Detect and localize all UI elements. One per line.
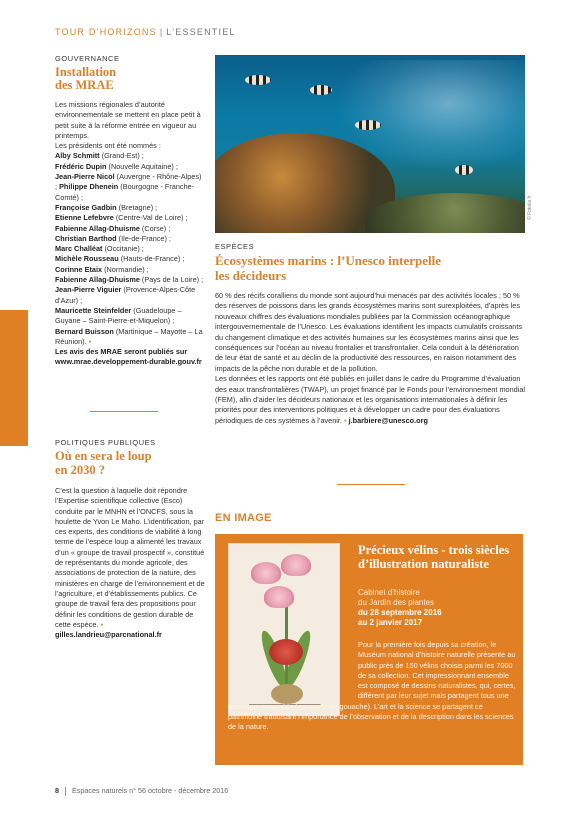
mrae-kicker: GOUVERNANCE (55, 54, 120, 63)
mrae-title (55, 66, 205, 92)
loup-body-text: C’est la question à laquelle doit répondre l’Expertise scientifique collective (Esco) conduite par le MNHN et l’ONCFS, sous la houlette de Yvon Le Maho. L’identification, par ces experts, des conditions de viabilité à long terme de l’espèce loup a alimenté les travaux d’un « groupe de travail prospectif », constitué de représentants du monde agricole, des associations de protection de la nature, des ministères en charge de l’environnement et de l’agriculture, et d’établissements publics. Ce groupe de travail fera des propositions pour définir les conditions de gestion durable de cette espèce. (55, 486, 205, 629)
venue-line2: du Jardin des plantes (358, 598, 435, 607)
section-name: TOUR D’HORIZONS (55, 27, 157, 37)
president-region: (Nouvelle Aquitaine) ; (108, 161, 178, 171)
eco-para2-text: Les données et les rapports ont été publiés en juillet dans le cadre du Programme d’évaluation des eaux transfrontalières (TWAP), un projet financé par le Fonds pour l’environnement mondial (FEM), afin d’aider les décideurs nationaux et les organisations internationales à définir les priorités pour des interventions politiques et à développer un cadre pour des évaluations périodiques de ces systèmes à l’avenir. (215, 374, 526, 425)
footer-bar (65, 787, 66, 796)
eco-title-line2: les décideurs (215, 268, 287, 283)
article-mrae (55, 54, 205, 368)
date-line1: du 28 septembre 2016 (358, 608, 442, 617)
president-region: (Pays de la Loire) ; (141, 275, 204, 285)
president-name: Fabienne Allag-Dhuisme (55, 223, 140, 233)
president-region: (Martinique – Mayotte – La Réunion). (55, 326, 203, 346)
mrae-intro: Les missions régionales d’autorité environnementale se mettent en place petit à petit suite à la réforme entrée en vigueur au printemps. (55, 100, 201, 140)
article-ecosystemes (215, 242, 525, 426)
fish-icon (355, 120, 381, 130)
divider-left (90, 411, 158, 412)
venue-line1: Cabinet d’histoire (358, 588, 420, 597)
president-name: Marc Challéat (55, 244, 103, 254)
president-name: Françoise Gadbin (55, 202, 117, 212)
president-name: Philippe Dhenein (59, 182, 119, 192)
eco-para2 (215, 374, 525, 426)
president-region: (Occitanie) ; (104, 244, 144, 254)
president-region: (Auvergne - Rhône-Alpes) ; (55, 172, 202, 192)
mrae-presidents-intro: Les présidents ont été nommés : (55, 141, 161, 151)
loup-title-line1: Où en sera le loup (55, 449, 152, 463)
divider-right (337, 484, 405, 485)
president-region: (Provence-Alpes-Côte d’Azur) ; (55, 285, 196, 305)
issue-info: Espaces naturels n° 56 octobre - décembre 2016 (72, 786, 229, 795)
president-region: (Guadeloupe – Guyane – Saint-Pierre-et-Miquelon) ; (55, 305, 182, 326)
mrae-title-line1: Installation (55, 65, 117, 79)
president-name: Jean-Pierre Viguier (55, 285, 122, 295)
eco-title (215, 253, 525, 283)
mrae-closing-link[interactable]: Les avis des MRAE seront publiés sur www.mrae.developpement-durable.gouv.fr (55, 347, 202, 367)
president-name: Corinne Etaix (55, 264, 103, 274)
president-region: (Ile-de-France) ; (118, 233, 171, 243)
mrae-names-list (55, 151, 205, 367)
president-name: Alby Schmitt (55, 151, 100, 161)
president-name: Frédéric Dupin (55, 161, 107, 171)
fish-icon (455, 165, 473, 175)
president-name: Christian Barthod (55, 233, 117, 243)
pink-flower-shape (251, 562, 281, 584)
president-name: Etienne Lefebvre (55, 213, 114, 223)
pink-flower-shape (281, 554, 311, 576)
president-region: (Bretagne) ; (118, 202, 158, 212)
loup-title (55, 449, 205, 477)
eco-para1: 60 % des récifs coralliens du monde sont aujourd’hui menacés par des activités locales ; 50 % des réserves de poissons dans les grands écosystèmes marins sont surexploitées, d’après les nouveaux chiffres des évaluations mondiales publiées par la Commission océanographique intergouvernementale de l’Unesco. Les évaluations identifient les impacts cumulatifs croissants du changement climatique et des activités humaines sur les écosystèmes marins ainsi que les conséquences sur l’océan au niveau frontalier et transfrontalier. Cela conduit à la détérioration de leur état de santé et au déclin de la productivité des ressources, en raison notamment des impacts de la pêche non durable et de la pollution. (215, 291, 523, 373)
en-image-title: Précieux vélins - trois siècles d’illustration naturaliste (358, 543, 510, 571)
end-mark-icon: ▪ (88, 336, 92, 346)
en-image-body-narrow: Pour la première fois depuis sa création, le Muséum national d’histoire naturelle présente au public près de 150 vélins choisis parmi les 7000 de sa collection. Cet impressionnant ensemble est composé de dessins naturalistes, qui, certes, diffèrent par leur sujet mais partagent tous une (358, 640, 516, 701)
section-header: TOUR D’HORIZONS | L’ESSENTIEL (55, 27, 236, 37)
president-region: (Corse) ; (141, 223, 171, 233)
mrae-title-line2: des MRAE (55, 78, 114, 92)
end-mark-icon: ▪ (343, 415, 347, 425)
president-region: (Normandie) ; (104, 264, 149, 274)
eco-kicker: ESPÈCES (215, 242, 255, 251)
fish-icon (245, 75, 271, 85)
loup-body (55, 486, 205, 630)
page-number: 8 (55, 786, 59, 795)
president-name: Mauricette Steinfelder (55, 305, 132, 315)
subsection-name: L’ESSENTIEL (166, 27, 236, 37)
eco-email-link[interactable]: j.barbiere@unesco.org (348, 415, 428, 425)
page-footer (55, 786, 228, 796)
loup-email-link[interactable]: gilles.landrieu@parcnational.fr (55, 630, 162, 640)
en-image-body-wide: technique invariable (aquarelle ou gouache). L’art et la science se partagent ce patrimoine traduisant l’importance de l’observation et de la description dans les sciences de la nature. (228, 701, 514, 732)
president-region: (Hauts-de-France) ; (120, 254, 185, 264)
loup-kicker: POLITIQUES PUBLIQUES (55, 438, 156, 447)
eco-title-line1: Écosystèmes marins : l’Unesco interpelle (215, 253, 442, 268)
loup-title-line2: en 2030 ? (55, 463, 105, 477)
president-name: Bernard Buisson (55, 326, 114, 336)
president-name: Fabienne Allag-Dhuisme (55, 275, 140, 285)
pink-flower-shape (264, 586, 294, 608)
president-region: (Bourgogne - Franche-Comté) ; (55, 182, 195, 202)
fish-icon (310, 85, 332, 95)
photo-credit: © Fotolia.fr (527, 195, 533, 220)
en-image-venue (358, 588, 518, 628)
president-region: (Grand-Est) ; (101, 151, 144, 161)
date-line2: au 2 janvier 2017 (358, 618, 423, 627)
en-image-label: EN IMAGE (215, 512, 272, 524)
article-loup (55, 438, 205, 640)
en-image-body (228, 640, 518, 733)
president-name: Michèle Rousseau (55, 254, 119, 264)
president-name: Jean-Pierre Nicol (55, 172, 115, 182)
president-region: (Centre-Val de Loire) ; (115, 213, 188, 223)
side-color-tab (0, 310, 28, 446)
end-mark-icon: ▪ (100, 619, 104, 629)
coral-reef-photo (215, 55, 525, 233)
